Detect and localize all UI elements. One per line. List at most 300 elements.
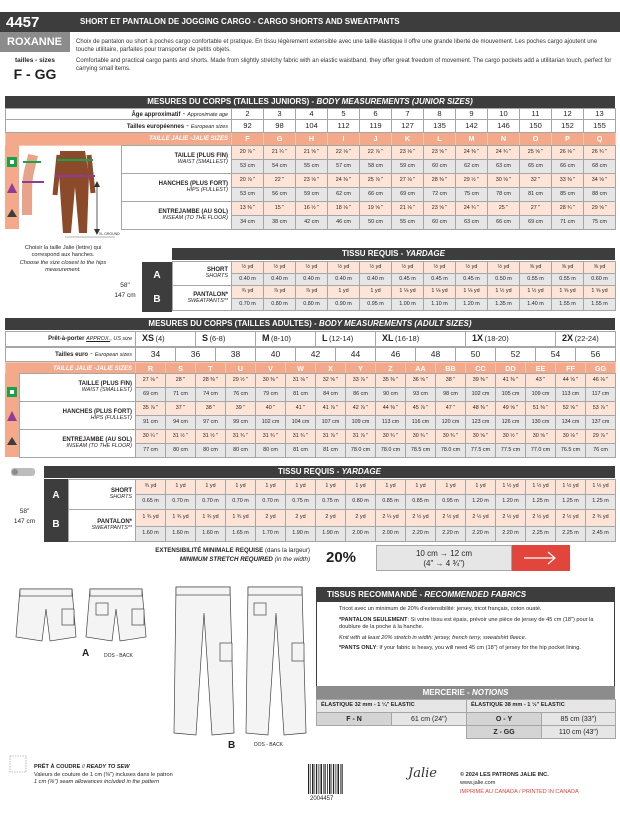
hips-cm-cell: 66 cm (360, 188, 392, 202)
euro-cell: 98 (264, 120, 296, 133)
adult-short-en: SHORTS (109, 494, 132, 500)
pant-yd-cell: 1 ½ yd (520, 286, 552, 299)
jalie-size-cell: GG (586, 363, 616, 376)
pant-yd-cell: 1 ¾ yd (226, 510, 256, 527)
hips-cm-cell: 134 cm (556, 416, 586, 430)
elastic-38-label: ÉLASTIQUE 38 mm - 1 ½" ELASTIC (467, 700, 616, 713)
waist-in-cell: 21 ¼ " (264, 146, 296, 160)
adult-size-table (5, 331, 615, 376)
jalie-label-fr: TAILLE JALIE (149, 135, 189, 142)
inseam-in-cell: 23 ⅝ " (424, 202, 456, 216)
rtw-name: L (322, 333, 328, 344)
hips-cm-cell: 130 cm (526, 416, 556, 430)
waist-cm-cell: 63 cm (488, 160, 520, 174)
waist-in-cell: 25 ⅝ " (520, 146, 552, 160)
pant-m-cell: 1.20 m (456, 299, 488, 311)
waist-cm-cell: 98 cm (436, 388, 466, 402)
pattern-code: 4457 (6, 14, 40, 31)
junior-waist-in-row (122, 146, 616, 160)
junior-yardage-table (172, 261, 615, 311)
junior-inseam-fr: ENTREJAMBE (AU SOL) (158, 209, 228, 216)
euro-cell: 152 (552, 120, 584, 133)
short-yd-cell: 1 yd (286, 480, 316, 495)
short-m-cell: 1.25 m (586, 495, 616, 510)
junior-inseam-in-row (122, 202, 616, 216)
short-yd-cell: ⅝ yd (520, 262, 552, 274)
hips-in-cell: 41 " (286, 402, 316, 416)
short-yd-cell: 1 yd (406, 480, 436, 495)
junior-short-m-row (173, 274, 616, 286)
inseam-in-cell: 30 ¼ " (136, 430, 166, 444)
junior-pant-en: SWEATPANTS** (187, 297, 228, 304)
copyright-block (460, 771, 615, 796)
rtw-nums: (8-10) (271, 334, 292, 344)
view-a-label: A (52, 490, 60, 501)
inseam-in-cell: 31 ½ " (166, 430, 196, 444)
short-yd-cell: ¾ yd (136, 480, 166, 495)
inseam-in-cell: 29 ⅝ " (584, 202, 616, 216)
short-m-cell: 0.40 m (232, 274, 264, 286)
view-b-label: B (153, 294, 161, 305)
fabrics-p2-body: : Si votre tissu est épais, prévoir une pièce de jersey de 45 cm (18") pour la doublure de la poche à la hanche. (339, 616, 594, 631)
short-yd-cell: ⅝ yd (584, 262, 616, 274)
adult-waist-in-row (20, 374, 616, 388)
pant-yd-cell: ⅞ yd (296, 286, 328, 299)
short-m-cell: 0.55 m (552, 274, 584, 286)
junior-short-yd-row (173, 262, 616, 274)
age-cell: 2 (232, 109, 264, 120)
inseam-in-cell: 30 ⅝ " (466, 430, 496, 444)
hips-cm-cell: 113 cm (376, 416, 406, 430)
waist-cm-cell: 109 cm (526, 388, 556, 402)
pant-yd-cell: 1 yd (328, 286, 360, 299)
fabric-width-in: 58" (19, 508, 30, 515)
euro-cell: 150 (520, 120, 552, 133)
age-cell: 11 (520, 109, 552, 120)
age-label-fr: Âge approximatif (131, 111, 181, 118)
waist-in-cell: 28 " (166, 374, 196, 388)
jalie-size-cell: G (264, 133, 296, 146)
rtw-name: 2X (562, 333, 574, 344)
pant-m-cell: 1.10 m (424, 299, 456, 311)
adult-hips-in-row (20, 402, 616, 416)
adult-view-letters (44, 479, 68, 542)
hips-in-cell: 51 ⅜ " (526, 402, 556, 416)
euro-cell: 135 (424, 120, 456, 133)
waist-cm-cell: 53 cm (232, 160, 264, 174)
junior-waist-en: WAIST (SMALLEST) (177, 159, 228, 165)
notion-length: 85 cm (33") (542, 713, 616, 726)
size-choice-note (5, 245, 121, 293)
waist-cm-cell: 84 cm (316, 388, 346, 402)
junior-measurements-band (5, 96, 615, 108)
short-yd-cell: 1 ½ yd (526, 480, 556, 495)
jalie-size-cell: M (456, 133, 488, 146)
stretch-label (80, 547, 310, 564)
waist-in-cell: 39 ⅜ " (466, 374, 496, 388)
adult-yardage-table (68, 479, 615, 542)
hips-in-cell: 47 " (436, 402, 466, 416)
junior-age-row: Âge approximatif - Approximate age 2 3 4 5 6 7 8 9 10 11 12 13 (6, 109, 616, 120)
size-choice-en: Choose the size closest to the hips measurement. (19, 260, 107, 274)
junior-yardage-en: YARDAGE (405, 249, 445, 258)
stretch-label-fr: EXTENSIBILITÉ MINIMALE REQUISE (155, 547, 264, 554)
short-m-cell: 0.65 m (136, 495, 166, 510)
hips-in-cell: 20 ⅞ " (232, 174, 264, 188)
jalie-size-cell: EE (526, 363, 556, 376)
junior-waist-fr: TAILLE (PLUS FIN) (174, 153, 228, 160)
adult-waist-fr: TAILLE (PLUS FIN) (78, 381, 132, 388)
euro-cell: 50 (456, 348, 496, 362)
short-m-cell: 0.40 m (360, 274, 392, 286)
pant-m-cell: 1.00 m (392, 299, 424, 311)
pant-yd-cell: 1 ¾ yd (196, 510, 226, 527)
inseam-cm-cell: 78.0 cm (346, 444, 376, 458)
inseam-in-cell: 25 " (488, 202, 520, 216)
adult-hips-en: HIPS (FULLEST) (90, 415, 132, 421)
description-en: Comfortable and practical cargo pants and shorts. Made from slightly stretchy fabric with an elastic waistband. they offer great freedom of movement. The cargo pockets add a utilitarian touch, perfect for carrying small items. (76, 58, 612, 72)
junior-hips-in-row (122, 174, 616, 188)
elastic-32-label: ÉLASTIQUE 32 mm - 1 ¼" ELASTIC (317, 700, 467, 713)
pant-yd-cell: 1 ⅛ yd (456, 286, 488, 299)
waist-in-cell: 23 ⅝ " (424, 146, 456, 160)
waist-cm-cell: 102 cm (466, 388, 496, 402)
hips-cm-cell: 94 cm (166, 416, 196, 430)
pant-yd-cell: 1 ¾ yd (136, 510, 166, 527)
waist-in-cell: 29 ½ " (226, 374, 256, 388)
inseam-cm-cell: 81 cm (316, 444, 346, 458)
short-m-cell: 0.60 m (584, 274, 616, 286)
pant-m-cell: 0.80 m (296, 299, 328, 311)
hips-in-cell: 41 ⅞ " (316, 402, 346, 416)
waist-cm-cell: 54 cm (264, 160, 296, 174)
jalie-size-cell: P (552, 133, 584, 146)
waist-in-cell: 46 ⅛ " (586, 374, 616, 388)
rtw-name: 1X (472, 333, 484, 344)
euro-cell: 38 (216, 348, 256, 362)
hips-cm-cell: 120 cm (436, 416, 466, 430)
waist-in-cell: 32 ⅝ " (316, 374, 346, 388)
age-cell: 10 (488, 109, 520, 120)
ready-fr: PRÊT À COUDRE (34, 764, 81, 770)
rtw-cell (196, 332, 256, 347)
hips-in-cell: 22 " (264, 174, 296, 188)
pant-yd-cell: 2 ¼ yd (376, 510, 406, 527)
pant-m-cell: 0.90 m (328, 299, 360, 311)
notions-title (316, 686, 615, 699)
short-m-cell: 1.25 m (526, 495, 556, 510)
ready-en: READY TO SEW (86, 764, 130, 770)
inseam-cm-cell: 80 cm (166, 444, 196, 458)
jalie-size-cell: O (520, 133, 552, 146)
euro-cell: 36 (176, 348, 216, 362)
junior-band-fr: MESURES DU CORPS (TAILLES JUNIORS) - (147, 97, 317, 106)
copyright: © 2024 LES PATRONS JALIE INC. (460, 772, 549, 778)
short-m-cell: 0.95 m (436, 495, 466, 510)
hips-in-cell: 24 ⅜ " (328, 174, 360, 188)
pant-m-cell: 2.20 m (436, 527, 466, 542)
hips-in-cell: 38 " (196, 402, 226, 416)
inseam-in-cell: 28 ¾ " (552, 202, 584, 216)
euro-cell: 46 (376, 348, 416, 362)
adult-euro-en: European sizes (94, 352, 132, 359)
hips-in-cell: 30 ⅝ " (488, 174, 520, 188)
fabrics-title (317, 588, 614, 602)
waist-cm-cell: 57 cm (328, 160, 360, 174)
fabrics-title-fr: TISSUS RECOMMANDÉ - (327, 590, 425, 599)
hips-cm-cell: 53 cm (232, 188, 264, 202)
notions-box (316, 686, 615, 739)
short-m-cell: 0.40 m (296, 274, 328, 286)
pant-m-cell: 1.35 m (488, 299, 520, 311)
short-yd-cell: ½ yd (296, 262, 328, 274)
adult-pant-yd-row (69, 510, 616, 527)
jalie-size-cell: T (196, 363, 226, 376)
euro-cell: 112 (328, 120, 360, 133)
hips-cm-cell: 107 cm (316, 416, 346, 430)
fabric-width-in: 58" (120, 282, 130, 289)
hips-cm-cell: 99 cm (226, 416, 256, 430)
inseam-cm-cell: 60 cm (424, 216, 456, 230)
junior-band-en: BODY MEASUREMENTS (JUNIOR SIZES) (316, 97, 473, 106)
jalie-size-cell: W (286, 363, 316, 376)
hips-in-cell: 34 ⅝ " (584, 174, 616, 188)
seam-en: 1 cm (⅜") seam allowances included in the pattern (34, 779, 160, 786)
inseam-cm-cell: 76 cm (586, 444, 616, 458)
waist-in-cell: 35 ⅜ " (376, 374, 406, 388)
age-label-en: Approximate age (187, 111, 228, 118)
hips-cm-cell: 59 cm (296, 188, 328, 202)
inseam-cm-cell: 77.5 cm (466, 444, 496, 458)
waist-cm-cell: 86 cm (346, 388, 376, 402)
short-m-cell: 0.45 m (456, 274, 488, 286)
short-yd-cell: 1 yd (166, 480, 196, 495)
hips-in-cell: 35 ⅞ " (136, 402, 166, 416)
pant-yd-cell: 2 ½ yd (436, 510, 466, 527)
jalie-size-cell: L (424, 133, 456, 146)
stretch-inch: (4" → 4 ¾") (423, 559, 465, 568)
junior-hips-en: HIPS (FULLEST) (186, 187, 228, 193)
view-a-drawing-label: A (82, 648, 90, 659)
junior-yardage-band (172, 248, 615, 260)
hips-in-cell: 37 " (166, 402, 196, 416)
hips-in-cell: 25 ⅞ " (360, 174, 392, 188)
jalie-size-cell: U (226, 363, 256, 376)
euro-cell: 146 (488, 120, 520, 133)
pant-yd-cell: 2 yd (346, 510, 376, 527)
jalie-size-cell: V (256, 363, 286, 376)
rtw-cell (376, 332, 466, 347)
fabrics-p4 (339, 645, 604, 653)
rtw-name: M (262, 333, 270, 344)
adult-inseam-en: INSEAM (TO THE FLOOR) (66, 443, 132, 449)
adult-short-fr: SHORT (111, 488, 132, 495)
notions-title-fr: MERCERIE - (422, 688, 472, 697)
stretch-cm: 10 cm → 12 cm (415, 549, 472, 558)
pant-yd-cell: 2 ½ yd (556, 510, 586, 527)
waist-cm-cell: 81 cm (286, 388, 316, 402)
inseam-in-cell: 15 " (264, 202, 296, 216)
inseam-cm-cell: 80 cm (226, 444, 256, 458)
measurement-legend-icon (5, 373, 19, 457)
jalie-size-cell: BB (436, 363, 466, 376)
seam-fr: Valeurs de couture de 1 cm (⅜") incluses dans le patron (34, 771, 173, 778)
junior-short-en: SHORTS (205, 273, 228, 279)
short-m-cell: 0.70 m (166, 495, 196, 510)
stretch-percent-box (316, 545, 376, 571)
short-m-cell: 0.55 m (520, 274, 552, 286)
jalie-logo (408, 766, 448, 796)
short-yd-cell: ½ yd (456, 262, 488, 274)
pant-yd-cell: 2 yd (316, 510, 346, 527)
jalie-size-cell: H (296, 133, 328, 146)
inseam-cm-cell: 38 cm (264, 216, 296, 230)
stretch-label-fr-tail: (dans la largeur) (263, 547, 310, 554)
barcode-number: 2004457 (310, 796, 334, 802)
waist-in-cell: 33 ⅞ " (346, 374, 376, 388)
junior-hips-fr: HANCHES (PLUS FORT) (158, 181, 228, 188)
short-yd-cell: 1 yd (466, 480, 496, 495)
rtw-cell (136, 332, 196, 347)
pant-m-cell: 1.55 m (552, 299, 584, 311)
inseam-in-cell: 30 ¾ " (436, 430, 466, 444)
waist-cm-cell: 74 cm (196, 388, 226, 402)
pant-yd-cell: 1 ½ yd (488, 286, 520, 299)
hips-in-cell: 45 ⅞ " (406, 402, 436, 416)
hips-in-cell: 40 " (256, 402, 286, 416)
view-b-label: B (52, 519, 60, 530)
inseam-in-cell: 30 ⅝ " (526, 430, 556, 444)
hips-cm-cell: 69 cm (392, 188, 424, 202)
fabrics-p1: Tricot avec un minimum de 20% d'extensibilité: jersey, tricot français, coton ouaté. (339, 606, 542, 612)
pant-yd-cell: 2 ½ yd (526, 510, 556, 527)
age-cell: 5 (328, 109, 360, 120)
stretch-arrow-box (512, 545, 570, 571)
short-yd-cell: ½ yd (392, 262, 424, 274)
short-m-cell: 1.20 m (466, 495, 496, 510)
inseam-in-cell: 13 ⅜ " (232, 202, 264, 216)
hips-cm-cell: 75 cm (456, 188, 488, 202)
inseam-cm-cell: 77.5 cm (496, 444, 526, 458)
age-cell: 9 (456, 109, 488, 120)
short-yd-cell: ⅝ yd (552, 262, 584, 274)
jalie-size-cell: AA (406, 363, 436, 376)
pattern-name: ROXANNE (7, 36, 63, 48)
sizes-range: F - GG (13, 66, 57, 82)
hips-in-cell: 29 ½ " (456, 174, 488, 188)
pant-yd-cell: ⅞ yd (264, 286, 296, 299)
pattern-name-box (0, 32, 70, 52)
pant-m-cell: 1.65 m (226, 527, 256, 542)
pant-m-cell: 1.90 m (316, 527, 346, 542)
fabrics-p2 (339, 617, 604, 632)
pant-m-cell: 2.25 m (526, 527, 556, 542)
jalie-logo-text: Jalie (408, 766, 437, 781)
rtw-nums: (18-20) (484, 334, 509, 344)
inseam-in-cell: 27 " (520, 202, 552, 216)
rtw-nums: (22-24) (574, 334, 599, 344)
waist-cm-cell: 60 cm (424, 160, 456, 174)
waist-cm-cell: 113 cm (556, 388, 586, 402)
euro-cell: 119 (360, 120, 392, 133)
rtw-nums: (4) (155, 334, 165, 344)
short-m-cell: 0.75 m (316, 495, 346, 510)
pant-yd-cell: 2 ½ yd (496, 510, 526, 527)
waist-cm-cell: 62 cm (456, 160, 488, 174)
junior-euro-row: Tailles européennes - European sizes 92 98 104 112 119 127 135 142 146 150 152 155 (6, 120, 616, 133)
waist-in-cell: 27 ⅛ " (136, 374, 166, 388)
junior-yardage-fr: TISSU REQUIS - (342, 249, 406, 258)
back-label-a: DOS - BACK (104, 653, 133, 659)
notion-size: O - Y (467, 713, 542, 726)
inseam-in-cell: 31 ½ " (196, 430, 226, 444)
stretch-range-box (376, 545, 512, 571)
rtw-nums: (6-8) (209, 334, 226, 344)
waist-in-cell: 23 ⅛ " (392, 146, 424, 160)
short-m-cell: 0.75 m (286, 495, 316, 510)
jalie-size-cell: X (316, 363, 346, 376)
inseam-cm-cell: 75 cm (584, 216, 616, 230)
ready-to-sew-block: PRÊT À COUDRE // READY TO SEW Valeurs de couture de 1 cm (⅜") incluses dans le patron 1 cm (⅜") seam allowances included in the pattern (8, 762, 168, 802)
short-m-cell: 0.40 m (264, 274, 296, 286)
euro-cell: 54 (536, 348, 576, 362)
pant-yd-cell: 2 ¾ yd (586, 510, 616, 527)
short-yd-cell: 1 yd (196, 480, 226, 495)
arrow-right-icon (512, 545, 570, 571)
inseam-cm-cell: 78.0 cm (436, 444, 466, 458)
fabrics-p4-head: *PANTS ONLY (339, 645, 377, 652)
jalie-size-cell: J (360, 133, 392, 146)
rtw-nums: (16-18) (395, 334, 420, 344)
back-label-b: DOS - BACK (254, 742, 283, 748)
adult-jalie-en: JALIE SIZES (95, 365, 132, 372)
waist-cm-cell: 105 cm (496, 388, 526, 402)
inseam-in-cell: 31 ¾ " (256, 430, 286, 444)
barcode (306, 764, 356, 808)
body-figure-junior (5, 145, 121, 243)
short-m-cell: 0.70 m (256, 495, 286, 510)
junior-size-table (5, 108, 615, 146)
hips-cm-cell: 126 cm (496, 416, 526, 430)
pattern-code-box (0, 12, 70, 32)
jalie-size-cell: N (488, 133, 520, 146)
adult-measurements-band (5, 318, 615, 330)
hips-in-cell: 44 ⅜ " (376, 402, 406, 416)
pant-yd-cell: ¾ yd (232, 286, 264, 299)
barcode-icon (306, 764, 346, 798)
age-cell: 13 (584, 109, 616, 120)
pant-m-cell: 2.25 m (556, 527, 586, 542)
short-m-cell: 0.85 m (376, 495, 406, 510)
waist-cm-cell: 93 cm (406, 388, 436, 402)
pant-m-cell: 1.40 m (520, 299, 552, 311)
euro-cell: 56 (576, 348, 616, 362)
inseam-in-cell: 30 ¾ " (376, 430, 406, 444)
inseam-cm-cell: 71 cm (552, 216, 584, 230)
waist-in-cell: 43 " (526, 374, 556, 388)
short-m-cell: 0.50 m (488, 274, 520, 286)
short-yd-cell: 1 yd (346, 480, 376, 495)
fabric-width-cm: 147 cm (13, 518, 36, 525)
short-m-cell: 0.45 m (424, 274, 456, 286)
waist-cm-cell: 59 cm (392, 160, 424, 174)
page-title: SHORT ET PANTALON DE JOGGING CARGO - CARGO SHORTS AND SWEATPANTS (80, 17, 400, 26)
hips-cm-cell: 81 cm (520, 188, 552, 202)
short-m-cell: 0.70 m (226, 495, 256, 510)
title-bar (70, 12, 620, 32)
hips-in-cell: 49 ⅝ " (496, 402, 526, 416)
pants-drawing (168, 583, 316, 741)
